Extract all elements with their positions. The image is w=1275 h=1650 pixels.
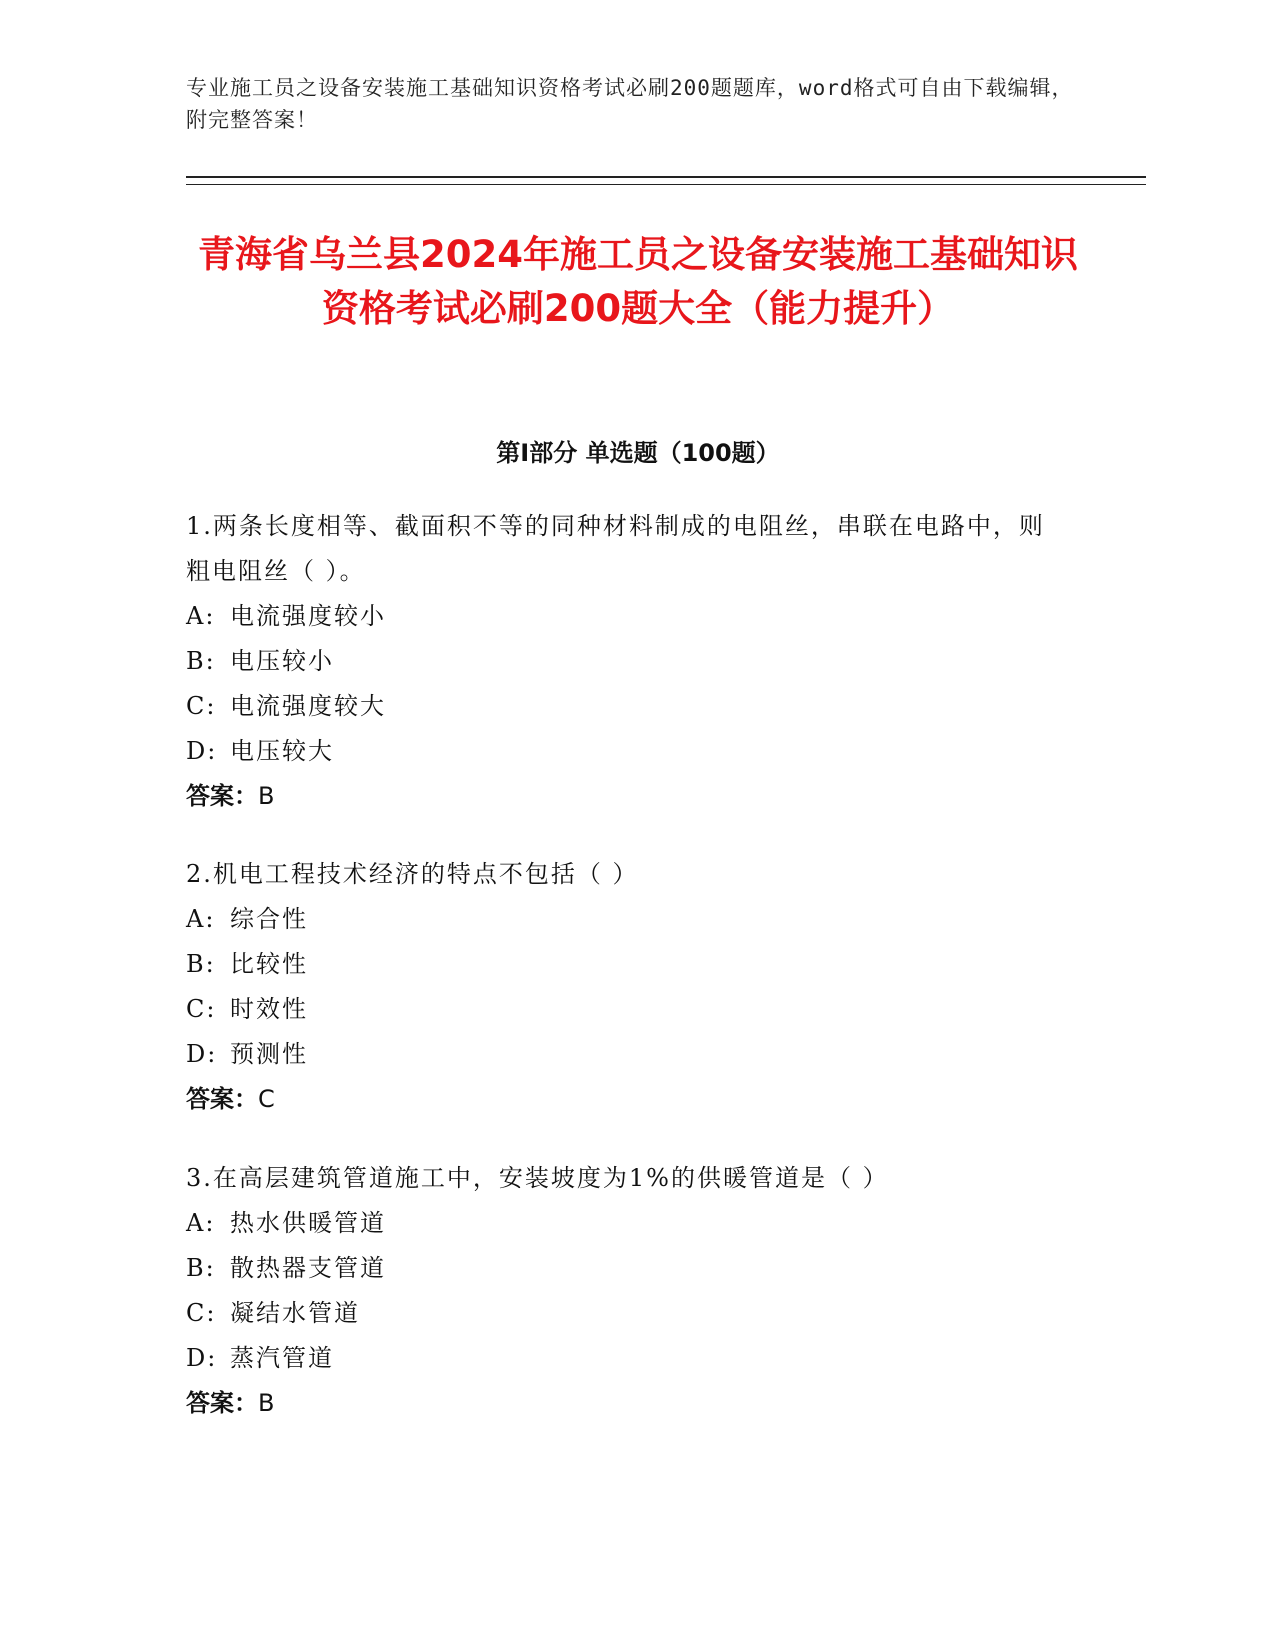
header-rule-thick	[186, 176, 1146, 178]
option-d	[186, 1032, 1066, 1077]
answer-label: 答案：	[186, 782, 258, 810]
option-b	[186, 1246, 1066, 1291]
option-key: A:	[186, 905, 216, 933]
question-stem: 1.两条长度相等、截面积不等的同种材料制成的电阻丝，串联在电路中，则粗电阻丝（ ）。	[186, 512, 1045, 585]
option-b	[186, 942, 1066, 987]
option-text: 电流强度较小	[230, 602, 386, 630]
option-a	[186, 594, 1066, 639]
option-text: 热水供暖管道	[230, 1209, 386, 1237]
question-2	[186, 852, 1066, 1122]
section-heading: 第I部分 单选题（100题）	[496, 439, 780, 467]
answer-label: 答案：	[186, 1085, 258, 1113]
option-text: 散热器支管道	[230, 1254, 386, 1282]
option-d	[186, 1336, 1066, 1381]
header-note: 专业施工员之设备安装施工基础知识资格考试必刷200题题库，word格式可自由下载编辑，附完整答案！	[186, 76, 1074, 132]
option-c	[186, 684, 1066, 729]
option-key: D:	[186, 1040, 218, 1068]
question-stem: 3.在高层建筑管道施工中，安装坡度为1%的供暖管道是（ ）	[186, 1164, 889, 1192]
option-text: 比较性	[230, 950, 308, 978]
answer-line	[186, 774, 1066, 819]
option-c	[186, 1291, 1066, 1336]
option-d	[186, 729, 1066, 774]
option-key: C:	[186, 995, 217, 1023]
option-text: 电压较大	[230, 737, 334, 765]
option-text: 综合性	[230, 905, 308, 933]
document-title: 青海省乌兰县2024年施工员之设备安装施工基础知识资格考试必刷200题大全（能力提升）	[198, 233, 1078, 330]
answer-value: B	[258, 782, 275, 810]
answer-label: 答案：	[186, 1389, 258, 1417]
option-key: A:	[186, 1209, 216, 1237]
option-b	[186, 639, 1066, 684]
option-key: B:	[186, 950, 216, 978]
option-text: 蒸汽管道	[230, 1344, 334, 1372]
answer-value: C	[258, 1085, 275, 1113]
option-key: D:	[186, 737, 218, 765]
option-key: B:	[186, 1254, 216, 1282]
option-a	[186, 1201, 1066, 1246]
question-stem: 2.机电工程技术经济的特点不包括（ ）	[186, 860, 639, 888]
option-text: 电流强度较大	[230, 692, 386, 720]
option-key: A:	[186, 602, 216, 630]
question-3	[186, 1156, 1066, 1426]
option-text: 时效性	[230, 995, 308, 1023]
option-a	[186, 897, 1066, 942]
option-c	[186, 987, 1066, 1032]
question-1	[186, 504, 1066, 819]
option-key: C:	[186, 692, 217, 720]
answer-value: B	[258, 1389, 275, 1417]
option-key: C:	[186, 1299, 217, 1327]
option-key: B:	[186, 647, 216, 675]
answer-line	[186, 1077, 1066, 1122]
option-text: 电压较小	[230, 647, 334, 675]
option-text: 凝结水管道	[230, 1299, 360, 1327]
option-key: D:	[186, 1344, 218, 1372]
option-text: 预测性	[230, 1040, 308, 1068]
answer-line	[186, 1381, 1066, 1426]
header-rule-thin	[186, 184, 1146, 185]
